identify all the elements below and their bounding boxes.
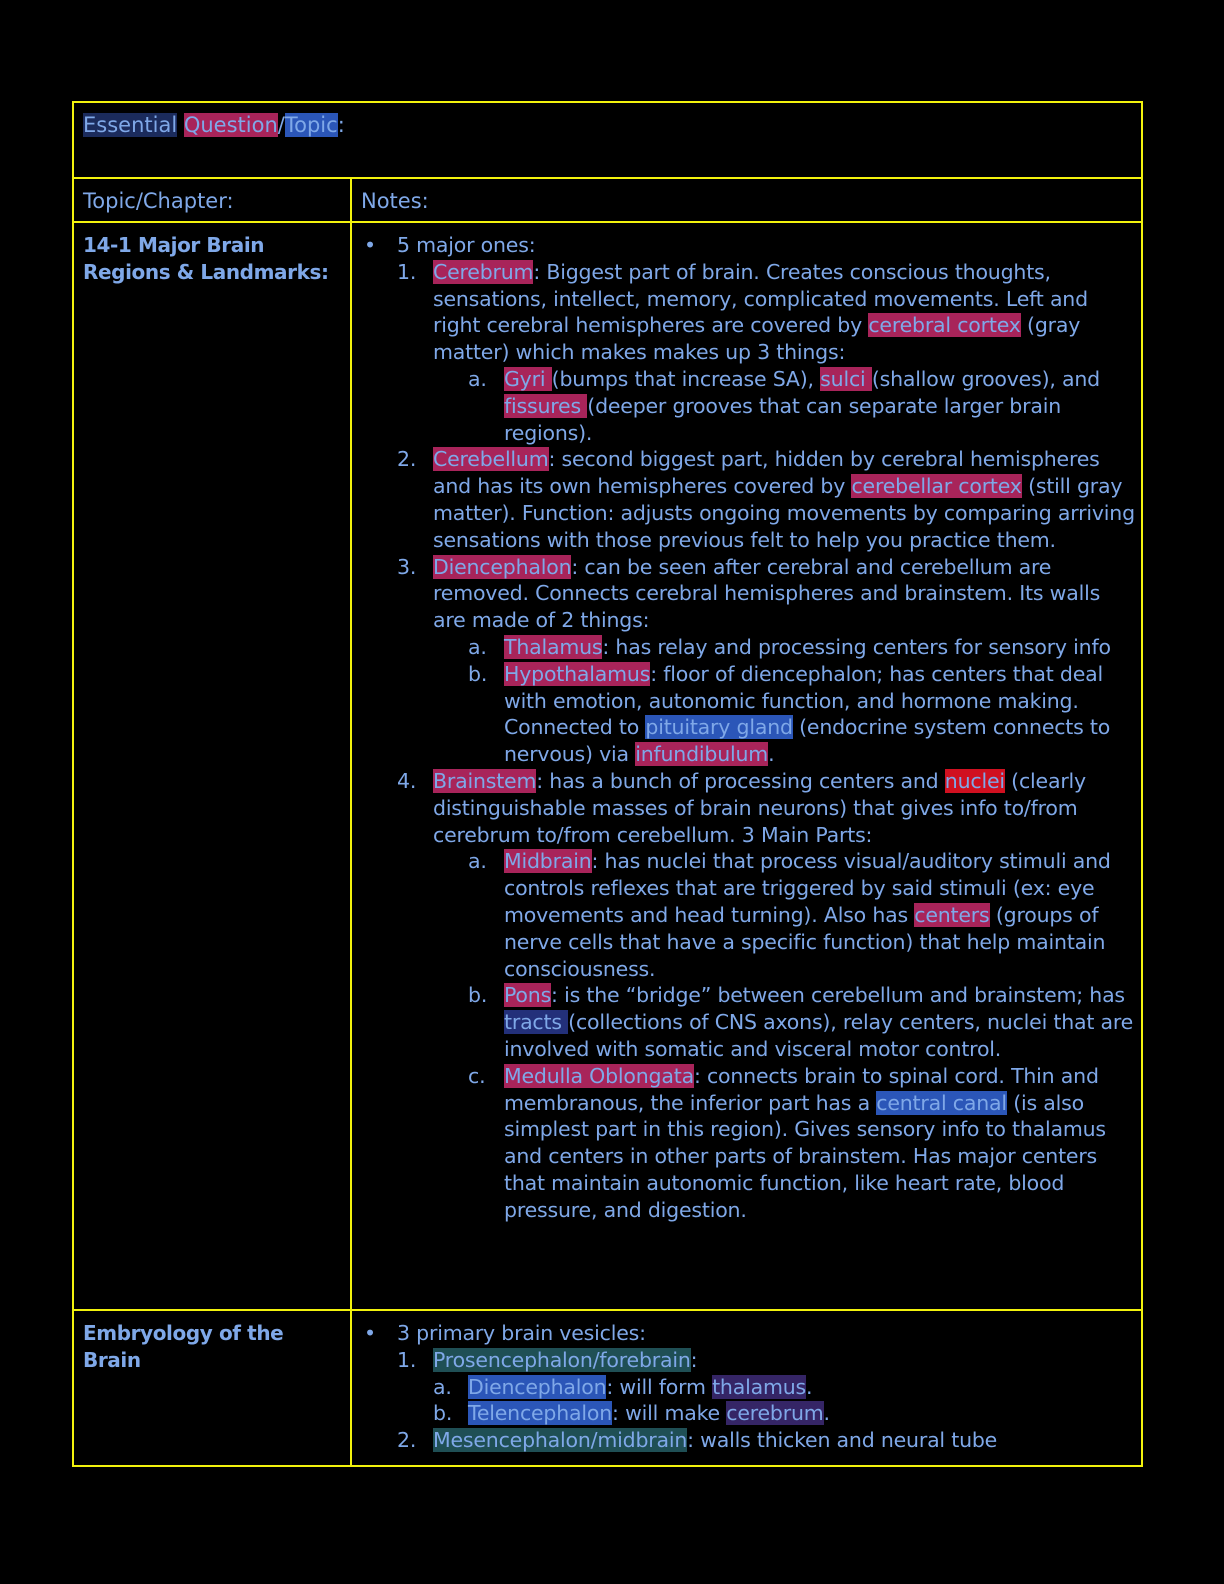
list-item: • 5 major ones: xyxy=(364,233,536,257)
list-item: 2. Cerebellum: second biggest part, hidden by cerebral hemispheres and has its own hemispheres covered by cerebellar cortex (still gray matter). Function: adjusts ongoing movements by comparing arriving sensations with those previous felt to help you practice them. xyxy=(397,447,1135,552)
essential-question-label: Essential Question/Topic: xyxy=(83,113,345,137)
essential-question-cell xyxy=(73,102,1142,178)
notes-column-header: Notes: xyxy=(351,178,1142,222)
topic-cell-major-brain-regions xyxy=(73,222,351,1310)
list-item: 1. Prosencephalon/forebrain: xyxy=(397,1347,698,1372)
cornell-notes-table xyxy=(72,101,1143,1467)
list-item: 3. Diencephalon: can be seen after cerebral and cerebellum are removed. Connects cerebral hemispheres and brainstem. Its walls are made of 2 things: xyxy=(397,554,1101,633)
list-item: a. Gyri (bumps that increase SA), sulci (shallow grooves), and fissures (deeper grooves that can separate larger brain regions). xyxy=(468,366,1100,445)
list-item: b. Hypothalamus: floor of diencephalon; has centers that deal with emotion, autonomic function, and hormone making. Connected to pituitary gland (endocrine system connects to nervous) via infundibulum. xyxy=(468,661,1111,767)
list-item: 4. Brainstem: has a bunch of processing centers and nuclei (clearly distinguishable masses of brain neurons) that gives info to/from cerebrum to/from cerebellum. 3 Main Parts: xyxy=(397,768,1086,847)
topic-column-header: Topic/Chapter: xyxy=(73,178,351,222)
section-title: Embryology of the Brain xyxy=(83,1321,284,1372)
list-item: b. Pons: is the “bridge” between cerebellum and brainstem; has tracts (collections of CNS axons), relay centers, nuclei that are involved with somatic and visceral motor control. xyxy=(468,983,1134,1061)
list-item: • 3 primary brain vesicles: xyxy=(364,1321,646,1345)
topic-cell-embryology xyxy=(73,1310,351,1466)
bullet-icon: • xyxy=(364,233,376,257)
list-item: a. Diencephalon: will form thalamus. xyxy=(433,1374,813,1399)
list-item: a. Thalamus: has relay and processing centers for sensory info xyxy=(468,634,1111,659)
list-item: a. Midbrain: has nuclei that process visual/auditory stimuli and controls reflexes that are triggered by said stimuli (ex: eye movements and head turning). Also has centers (groups of nerve cells that have a specific function) that help maintain consciousness. xyxy=(468,849,1111,981)
list-item: b. Telencephalon: will make cerebrum. xyxy=(433,1401,830,1426)
bullet-icon: • xyxy=(364,1321,376,1345)
section-title: 14-1 Major Brain Regions & Landmarks: xyxy=(83,233,329,284)
notes-cell-embryology xyxy=(351,1310,1142,1466)
list-item: 1. Cerebrum: Biggest part of brain. Creates conscious thoughts, sensations, intellect, memory, complicated movements. Left and right cerebral hemispheres are covered by cerebral cortex (gray matter) which makes makes up 3 things: xyxy=(397,259,1088,365)
list-item: c. Medulla Oblongata: connects brain to spinal cord. Thin and membranous, the inferior part has a central canal (is also simplest part in this region). Gives sensory info to thalamus and centers in other parts of brainstem. Has major centers that maintain autonomic function, like heart rate, blood pressure, and digestion. xyxy=(468,1063,1106,1222)
list-item: 2. Mesencephalon/midbrain: walls thicken and neural tube xyxy=(397,1428,998,1453)
notes-cell-major-brain-regions xyxy=(351,222,1142,1310)
